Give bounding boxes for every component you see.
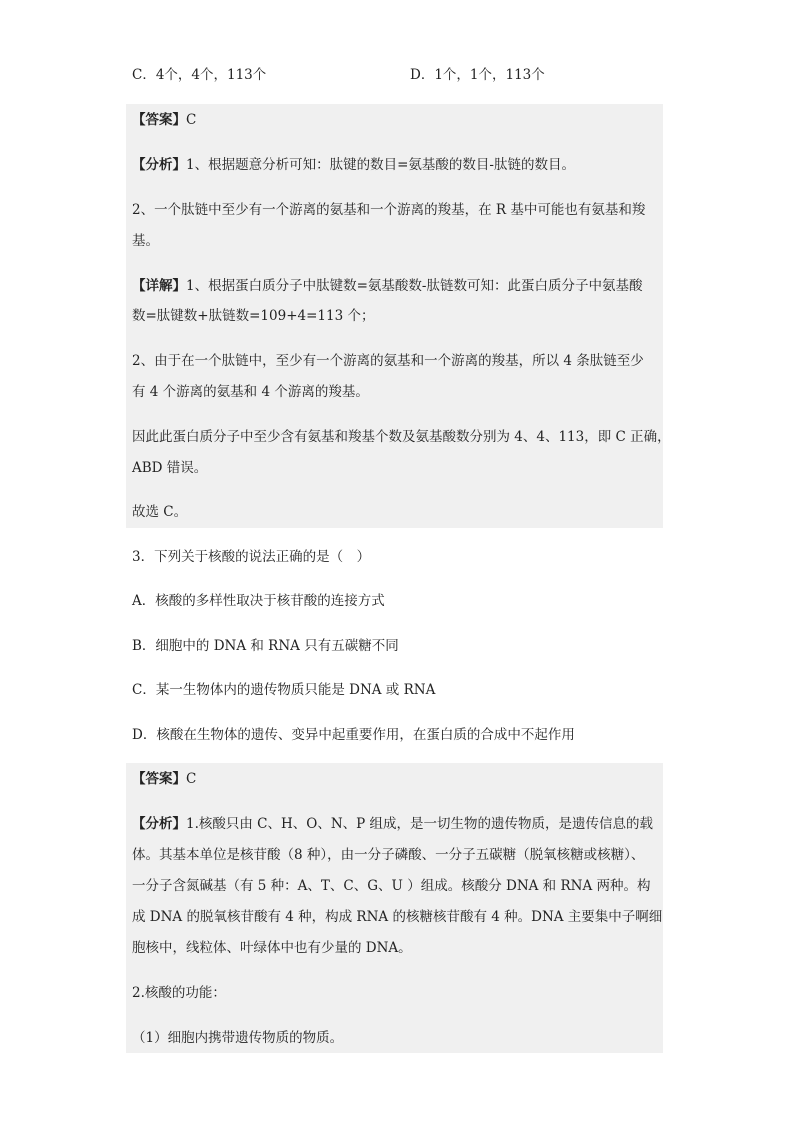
option-c: C．某一生物体内的遗传物质只能是 DNA 或 RNA — [132, 682, 436, 698]
conclusion-text: ABD 错误。 — [132, 460, 208, 476]
analysis-line — [132, 814, 653, 834]
detail-text: 有 4 个游离的氨基和 4 个游离的羧基。 — [132, 384, 369, 400]
analysis-text: 成 DNA 的脱氧核苷酸有 4 种，构成 RNA 的核糖核苷酸有 4 种。DNA 主要集中子啊细 — [132, 909, 663, 925]
analysis-text: 1.核酸只由 C、H、O、N、P 组成，是一切生物的遗传物质，是遗传信息的载 — [186, 816, 654, 832]
option-c: C．4个，4个，113个 — [132, 67, 267, 83]
answer-tag: 【答案】 — [132, 112, 186, 128]
analysis-text: 基。 — [132, 233, 159, 249]
answer-value: C — [186, 771, 197, 787]
analysis-text: 1、根据题意分析可知：肽键的数目=氨基酸的数目-肽链的数目。 — [186, 157, 575, 173]
detail-line — [132, 276, 642, 296]
option-d: D．1个，1个，113个 — [410, 67, 545, 83]
option-a: A．核酸的多样性取决于核苷酸的连接方式 — [132, 593, 385, 609]
question-stem: 3．下列关于核酸的说法正确的是（ ） — [132, 549, 371, 565]
choice-text: 故选 C。 — [132, 504, 188, 520]
detail-tag: 【详解】 — [132, 278, 186, 294]
option-b: B．细胞中的 DNA 和 RNA 只有五碳糖不同 — [132, 638, 399, 654]
analysis-text: 胞核中，线粒体、叶绿体中也有少量的 DNA。 — [132, 940, 412, 956]
analysis-text: 一分子含氮碱基（有 5 种：A、T、C、G、U ）组成。核酸分 DNA 和 RNA 两种。构 — [132, 878, 651, 894]
analysis-text: 体。其基本单位是核苷酸（8 种），由一分子磷酸、一分子五碳糖（脱氧核糖或核糖）、 — [132, 847, 645, 863]
analysis-text: （1）细胞内携带遗传物质的物质。 — [132, 1030, 344, 1046]
answer-tag: 【答案】 — [132, 771, 186, 787]
analysis-tag: 【分析】 — [132, 816, 186, 832]
detail-text: 2、由于在一个肽链中，至少有一个游离的氨基和一个游离的羧基，所以 4 条肽链至少 — [132, 353, 644, 369]
conclusion-text: 因此此蛋白质分子中至少含有氨基和羧基个数及氨基酸数分别为 4、4、113，即 C 正确， — [132, 429, 671, 445]
option-d: D．核酸在生物体的遗传、变异中起重要作用，在蛋白质的合成中不起作用 — [132, 727, 575, 743]
analysis-text: 2、一个肽链中至少有一个游离的氨基和一个游离的羧基，在 R 基中可能也有氨基和羧 — [132, 202, 646, 218]
detail-text: 数=肽键数+肽链数=109+4=113 个； — [132, 308, 375, 324]
analysis-tag: 【分析】 — [132, 157, 186, 173]
answer-line — [132, 110, 196, 130]
answer-line — [132, 769, 196, 789]
analysis-text: 2.核酸的功能： — [132, 985, 226, 1001]
detail-text: 1、根据蛋白质分子中肽键数=氨基酸数-肽链数可知：此蛋白质分子中氨基酸 — [186, 278, 643, 294]
analysis-line — [132, 155, 575, 175]
answer-value: C — [186, 112, 197, 128]
